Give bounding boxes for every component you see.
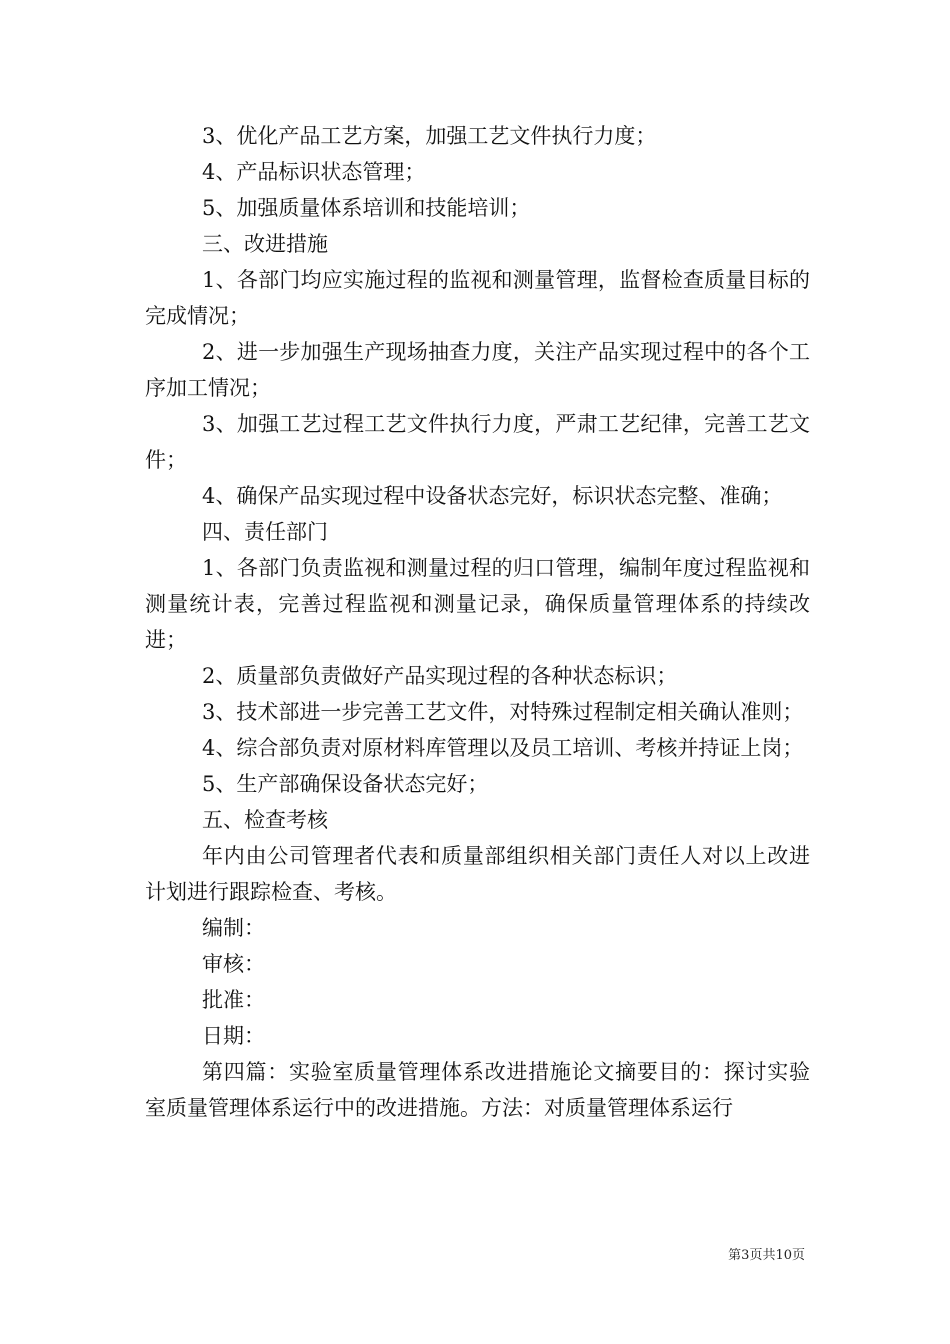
section-heading: 三、改进措施 (202, 232, 328, 256)
paragraph: 1、各部门均应实施过程的监视和测量管理，监督检查质量目标的完成情况； (145, 268, 810, 328)
paragraph: 2、进一步加强生产现场抽查力度，关注产品实现过程中的各个工序加工情况； (145, 340, 810, 400)
paragraph: 5、加强质量体系培训和技能培训； (202, 196, 531, 220)
paragraph: 4、确保产品实现过程中设备状态完好，标识状态完整、准确； (202, 484, 783, 508)
paragraph: 年内由公司管理者代表和质量部组织相关部门责任人对以上改进计划进行跟踪检查、考核。 (145, 844, 810, 904)
document-body (145, 118, 810, 1126)
paragraph: 3、加强工艺过程工艺文件执行力度，严肃工艺纪律，完善工艺文件； (145, 412, 810, 472)
paragraph: 1、各部门负责监视和测量过程的归口管理，编制年度过程监视和测量统计表，完善过程监视和测量记录，确保质量管理体系的持续改进； (145, 556, 810, 652)
page-number-footer: 第3页共10页 (728, 1248, 805, 1263)
paragraph: 3、优化产品工艺方案，加强工艺文件执行力度； (202, 124, 657, 148)
section-heading: 四、责任部门 (202, 520, 328, 544)
paragraph: 4、综合部负责对原材料库管理以及员工培训、考核并持证上岗； (202, 736, 804, 760)
section-heading: 五、检查考核 (202, 808, 328, 832)
signature-line-approved: 批准： (202, 988, 265, 1012)
paragraph: 第四篇：实验室质量管理体系改进措施论文摘要目的：探讨实验室质量管理体系运行中的改进措施。方法：对质量管理体系运行 (145, 1060, 810, 1120)
signature-line-compiled: 编制： (202, 916, 265, 940)
paragraph: 4、产品标识状态管理； (202, 160, 426, 184)
signature-line-date: 日期： (202, 1024, 265, 1048)
signature-line-reviewed: 审核： (202, 952, 265, 976)
paragraph: 5、生产部确保设备状态完好； (202, 772, 489, 796)
paragraph: 3、技术部进一步完善工艺文件，对特殊过程制定相关确认准则； (202, 700, 804, 724)
paragraph: 2、质量部负责做好产品实现过程的各种状态标识； (202, 664, 678, 688)
